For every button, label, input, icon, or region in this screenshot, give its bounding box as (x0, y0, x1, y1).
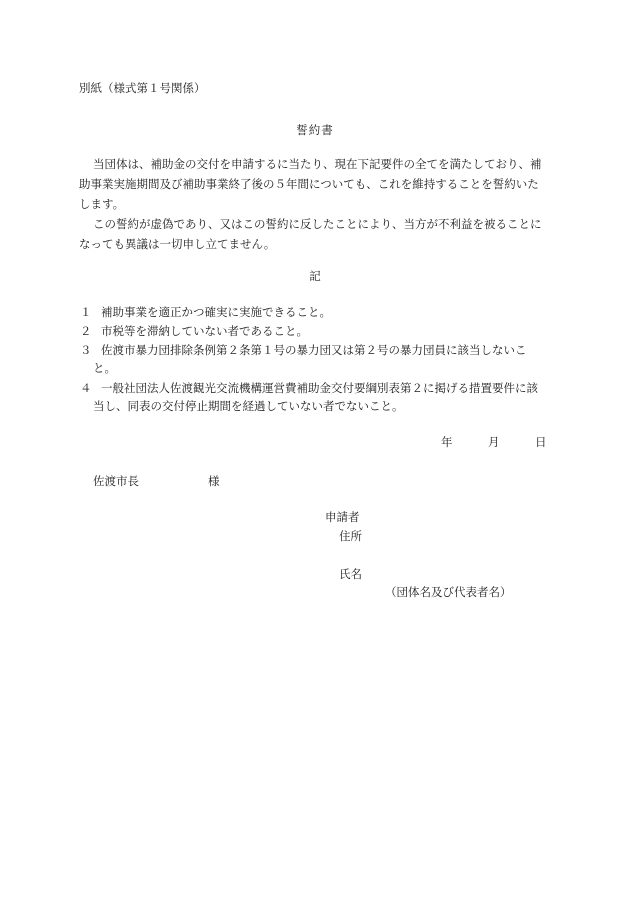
item-text-continued: 当し、同表の交付停止期間を経過していない者でないこと。 (93, 399, 404, 413)
item-text: 一般社団法人佐渡観光交流機構運営費補助金交付要綱別表第２に掲げる措置要件に該 (101, 381, 538, 395)
applicant-label: 申請者 (325, 510, 360, 524)
item-number: １ (80, 305, 92, 319)
addressee-honorific: 様 (208, 474, 220, 488)
item-text: 補助事業を適正かつ確実に実施できること。 (101, 305, 331, 319)
paragraph2-line1: この誓約が虚偽であり、又はこの誓約に反したことにより、当方が不利益を被ることに (93, 217, 542, 231)
name-label: 氏名 (339, 567, 362, 581)
ki-heading: 記 (309, 269, 321, 283)
annex-label: 別紙（様式第１号関係） (79, 81, 206, 95)
item-number: ３ (80, 343, 92, 357)
item-text-continued: と。 (93, 361, 116, 375)
paragraph1-line2: 助事業実施期間及び補助事業終了後の５年間についても、これを維持することを誓約いた (79, 177, 539, 191)
item-number: ２ (80, 324, 92, 338)
date-day-label: 日 (535, 435, 547, 449)
paragraph1-line1: 当団体は、補助金の交付を申請するに当たり、現在下記要件の全てを満たしており、補 (93, 157, 542, 171)
document-title: 誓約書 (296, 123, 334, 137)
paragraph1-line3: します。 (79, 197, 125, 211)
addressee-mayor: 佐渡市長 (93, 474, 139, 488)
name-note: （団体名及び代表者名） (385, 585, 512, 599)
item-number: ４ (80, 381, 92, 395)
address-label: 住所 (339, 529, 362, 543)
date-month-label: 月 (488, 435, 500, 449)
item-text: 市税等を滞納していない者であること。 (101, 324, 308, 338)
item-text: 佐渡市暴力団排除条例第２条第１号の暴力団又は第２号の暴力団員に該当しないこ (101, 343, 527, 357)
paragraph2-line2: なっても異議は一切申し立てません。 (79, 237, 276, 251)
date-year-label: 年 (441, 435, 453, 449)
